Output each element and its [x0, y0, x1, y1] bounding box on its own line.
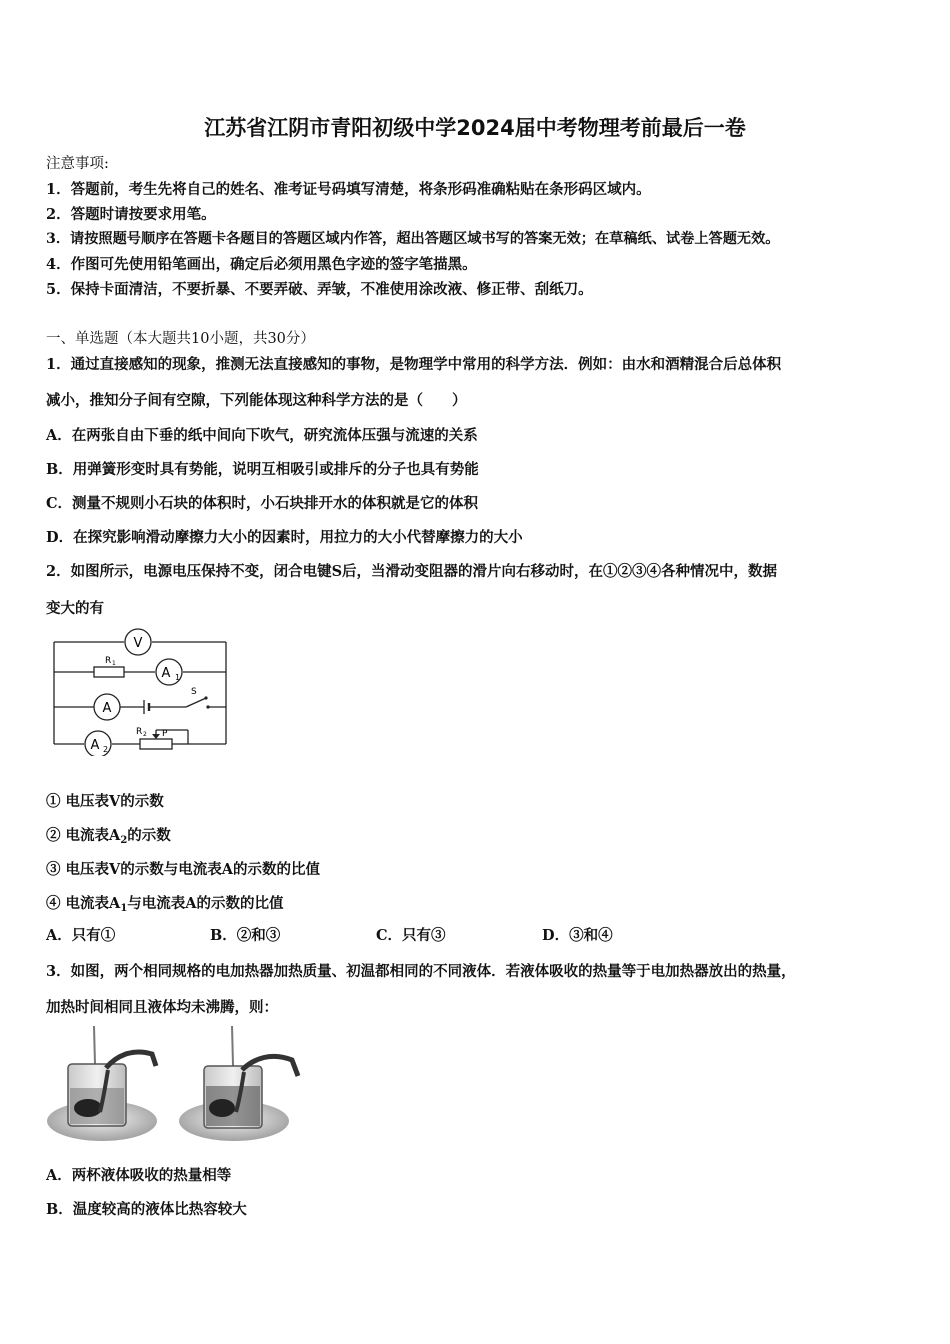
beaker-left	[47, 1026, 157, 1141]
q2-item-3: ③ 电压表V的示数与电流表A的示数的比值	[46, 861, 321, 878]
q3-option-a: A．两杯液体吸收的热量相等	[46, 1167, 232, 1184]
notice-item-2: 2．答题时请按要求用笔。	[46, 206, 216, 223]
beaker-right	[179, 1026, 298, 1141]
notice-item-1: 1．答题前，考生先将自己的姓名、准考证号码填写清楚，将条形码准确粘贴在条形码区域内。	[46, 181, 651, 198]
notice-item-4: 4．作图可先使用铅笔画出，确定后必须用黑色字迹的签字笔描黑。	[46, 256, 477, 273]
q1-stem-line1: 1．通过直接感知的现象，推测无法直接感知的事物，是物理学中常用的科学方法．例如：由水和酒精混合后总体积	[46, 356, 782, 373]
q2-item-4: ④ 电流表$A_1$与电流表A的示数的比值	[46, 895, 284, 914]
q1-stem-line2: 减小，推知分子间有空隙，下列能体现这种科学方法的是（ ）	[46, 392, 467, 409]
q1-option-b: B．用弹簧形变时具有势能，说明互相吸引或排斥的分子也具有势能	[46, 461, 479, 478]
switch-s-label: S	[191, 687, 197, 697]
q2-stem-line1: 2．如图所示，电源电压保持不变，闭合电键S后，当滑动变阻器的滑片向右移动时，在①②③④各种情况中，数据	[46, 563, 778, 580]
q2-choice-a: A．只有①	[46, 927, 116, 944]
q1-option-d: D．在探究影响滑动摩擦力大小的因素时，用拉力的大小代替摩擦力的大小	[46, 529, 523, 546]
q2-item-1: ① 电压表V的示数	[46, 793, 164, 810]
q3-option-b: B．温度较高的液体比热容较大	[46, 1201, 247, 1218]
q1-option-a: A．在两张自由下垂的纸中间向下吹气，研究流体压强与流速的关系	[46, 427, 478, 444]
slider-p-label: P	[162, 729, 168, 739]
section-heading: 一、单选题（本大题共10小题，共30分）	[46, 331, 315, 347]
q3-stem-line2: 加热时间相同且液体均未沸腾，则：	[46, 999, 278, 1016]
q2-choice-b: B．②和③	[210, 927, 281, 944]
notice-item-3: 3．请按照题号顺序在答题卡各题目的答题区域内作答，超出答题区域书写的答案无效；在草稿纸、试卷上答题无效。	[46, 231, 780, 247]
notice-heading: 注意事项:	[46, 156, 109, 172]
circuit-diagram	[48, 626, 233, 756]
q1-option-c: C．测量不规则小石块的体积时，小石块排开水的体积就是它的体积	[46, 495, 479, 512]
resistor-r1-label: R	[105, 656, 112, 666]
voltmeter-v-label: V	[133, 636, 143, 651]
resistor-r1-subscript: 1	[112, 660, 116, 667]
ammeter-a1-label: A	[161, 666, 171, 681]
ammeter-a-label: A	[102, 701, 112, 716]
beakers-image	[44, 1026, 309, 1146]
q3-stem-line1: 3．如图，两个相同规格的电加热器加热质量、初温都相同的不同液体．若液体吸收的热量等于电加热器放出的热量，	[46, 963, 796, 980]
ammeter-a1-subscript: 1	[175, 673, 181, 682]
ammeter-a2-label: A	[90, 738, 100, 753]
resistor-r2-label: R	[136, 727, 143, 737]
notice-item-5: 5．保持卡面清洁，不要折暴、不要弄破、弄皱，不准使用涂改液、修正带、刮纸刀。	[46, 281, 593, 298]
q2-choice-d: D．③和④	[542, 927, 613, 944]
ammeter-a2-subscript: 2	[103, 745, 109, 754]
q2-choice-c: C．只有③	[376, 927, 446, 944]
q2-item-2: ② 电流表$A_2$的示数	[46, 827, 171, 846]
q2-stem-line2: 变大的有	[46, 600, 104, 617]
exam-title: 江苏省江阴市青阳初级中学2024届中考物理考前最后一卷	[204, 116, 746, 140]
resistor-r2-subscript: 2	[143, 731, 147, 738]
